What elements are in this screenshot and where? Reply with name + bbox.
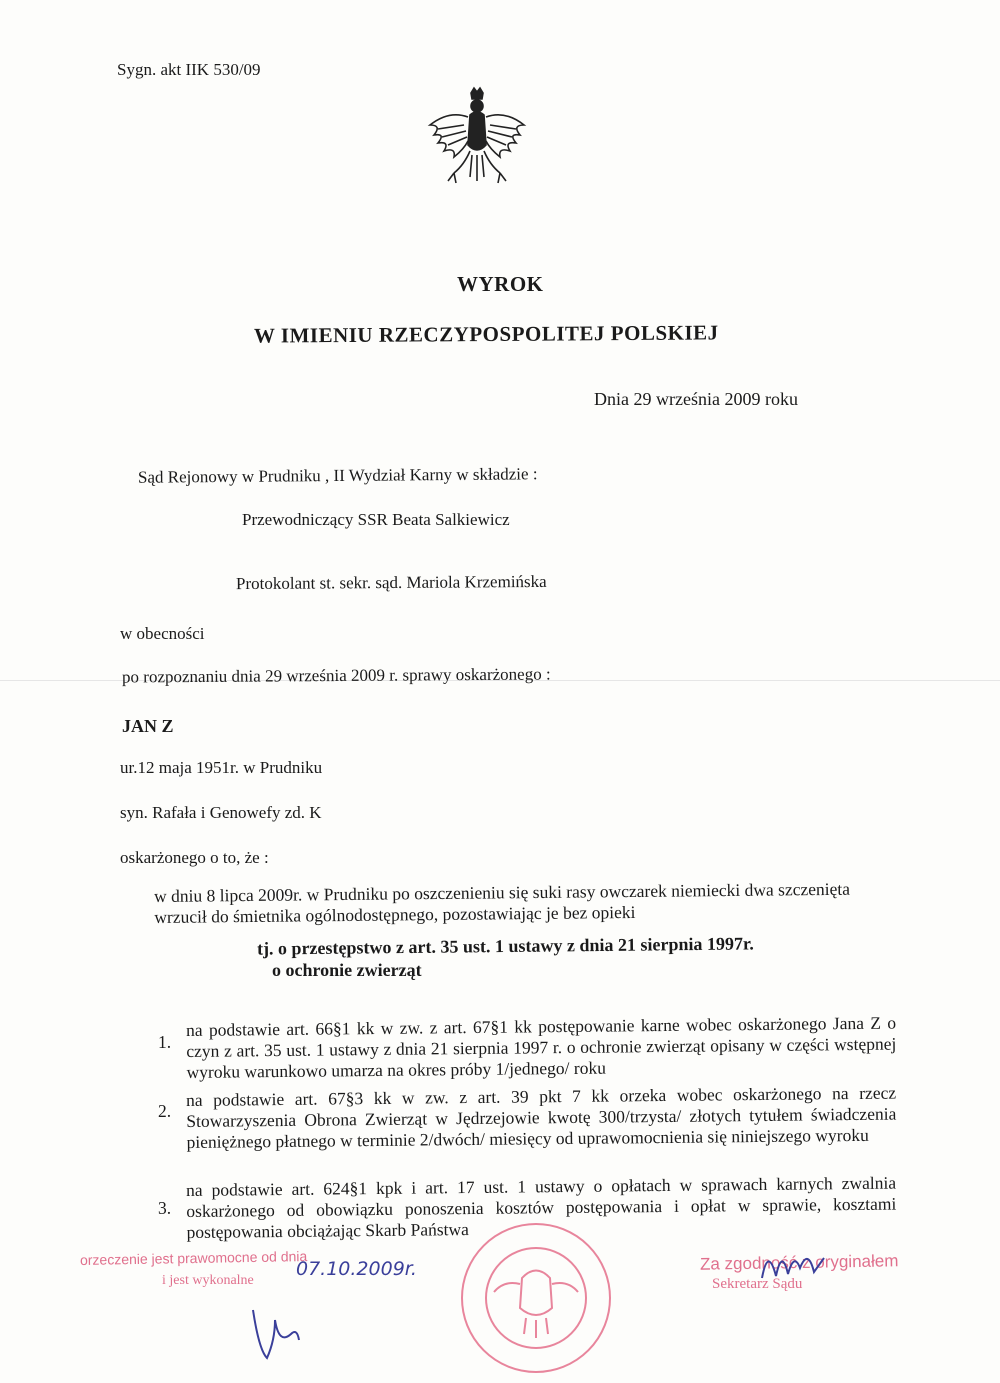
ruling-text: na podstawie art. 67§3 kk w zw. z art. 39 pkt 7 kk orzeka wobec oskarżonego na rzecz Stowarzyszenia Obrona Zwierząt w Jędrzejowie kwotę 300/trzysta/ złotych tytułem świadczenia pieniężnego płatnego w terminie 2/dwóch/ miesięcy od uprawomocnienia się niniejszego wyroku xyxy=(186,1082,897,1152)
court-chair: Przewodniczący SSR Beata Salkiewicz xyxy=(242,510,510,529)
conformity-stamp-line: Sekretarz Sądu xyxy=(712,1276,803,1292)
charged-intro: oskarżonego o to, że : xyxy=(120,848,269,867)
presence-line: w obecności xyxy=(120,624,205,643)
ruling-number: 3. xyxy=(158,1198,172,1218)
finality-stamp-line: orzeczenie jest prawomocne od dnia xyxy=(79,1248,308,1268)
ruling-number: 1. xyxy=(158,1032,172,1052)
verdict-date: Dnia 29 września 2009 roku xyxy=(594,389,798,409)
defendant-name: JAN Z xyxy=(122,716,174,736)
finality-stamp-line: i jest wykonalne xyxy=(162,1273,254,1288)
polish-eagle-icon xyxy=(424,85,530,191)
signature-icon xyxy=(758,1238,828,1288)
charge-qualification: tj. o przestępstwo z art. 35 ust. 1 ustawy z dnia 21 sierpnia 1997r. xyxy=(256,933,754,959)
defendant-parents: syn. Rafała i Genowefy zd. K xyxy=(120,803,322,822)
court-seal-icon xyxy=(456,1218,616,1378)
conformity-stamp-line: Za zgodność z oryginałem xyxy=(699,1251,899,1274)
finality-date: 07.10.2009r. xyxy=(296,1258,417,1280)
ruling-text: na podstawie art. 624§1 kpk i art. 17 ust. 1 ustawy o opłatach w sprawach karnych zwalnia oskarżonego od obowiązku ponoszenia kosztów postępowania i opłat w sprawie, kosztami postępowania obciążając Skarb Państwa xyxy=(186,1172,897,1242)
verdict-subtitle: W IMIENIU RZECZYPOSPOLITEJ POLSKIEJ xyxy=(253,320,719,348)
court-composition: Sąd Rejonowy w Prudniku , II Wydział Karny w składzie : xyxy=(137,464,538,487)
charge-description: w dniu 8 lipca 2009r. w Prudniku po oszczenieniu się suki rasy owczarek niemiecki dwa szczenięta wrzucił do śmietnika ogólnodostępnego, pozostawiając je bez opieki xyxy=(154,878,851,927)
verdict-title: WYROK xyxy=(457,272,544,296)
charge-qualification-act: o ochronie zwierząt xyxy=(272,960,422,980)
ruling-text: na podstawie art. 66§1 kk w zw. z art. 67§1 kk postępowanie karne wobec oskarżonego Jana Z o czyn z art. 35 ust. 1 ustawy z dnia 21 sierpnia 1997 r. o ochronie zwierząt opisany w części wstępnej wyroku warunkowo umarza na okres próby 1/jednego/ roku xyxy=(186,1012,897,1082)
signature-icon xyxy=(245,1300,305,1370)
ruling-number: 2. xyxy=(158,1101,172,1121)
hearing-line: po rozpoznaniu dnia 29 września 2009 r. sprawy oskarżonego : xyxy=(121,664,551,687)
defendant-birth: ur.12 maja 1951r. w Prudniku xyxy=(120,758,323,777)
case-signature: Sygn. akt IIK 530/09 xyxy=(117,60,261,79)
court-clerk: Protokolant st. sekr. sąd. Mariola Krzemińska xyxy=(235,571,547,594)
